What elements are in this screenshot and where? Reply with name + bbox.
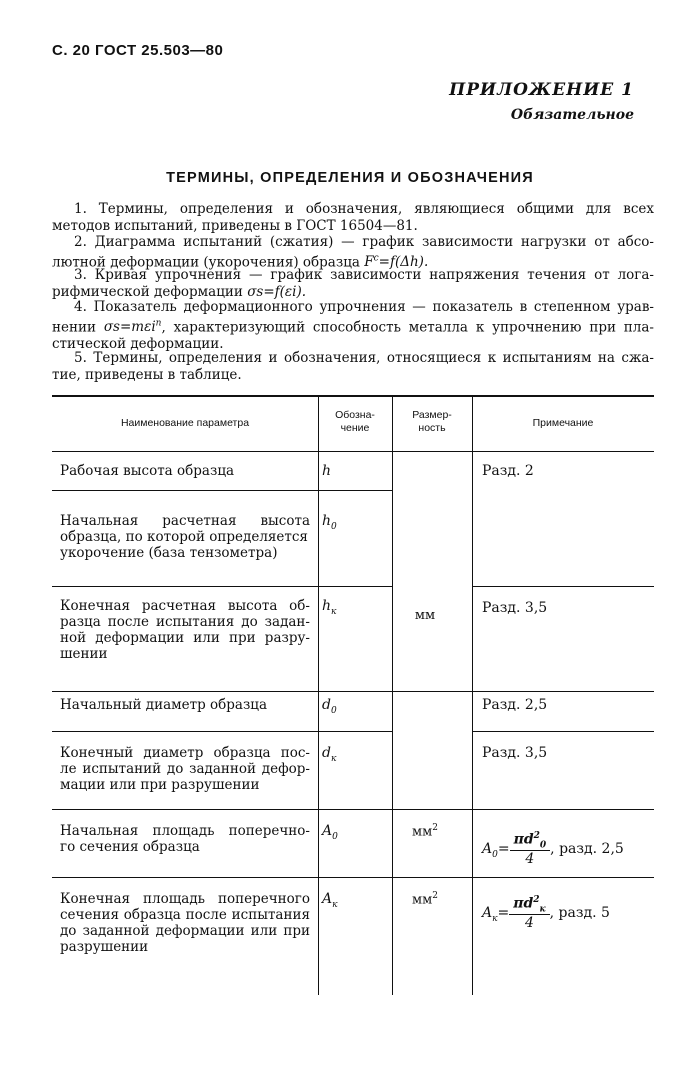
row-4-symbol: [322, 697, 382, 716]
row-6-name-line-1: Начальная площадь поперечно-: [60, 823, 310, 839]
page-header: С. 20 ГОСТ 25.503—80: [52, 42, 224, 59]
col-header-symbol-line-2: чение: [340, 422, 370, 434]
paragraph-2-line-1: 2. Диаграмма испытаний (сжатия) — график зависимости нагрузки от абсо-: [74, 234, 654, 250]
row-7-dimension-base: мм: [412, 892, 433, 908]
table-row-name: [60, 463, 310, 479]
row-5-name-line-3: мации или при разрушении: [60, 777, 260, 793]
row-7-note-formula: $A_к=$ $\frac{\pi d^2_к}{4}$ , разд. 5: [482, 895, 610, 932]
col-header-dimension-line-2: ность: [418, 422, 446, 434]
col-header-name: Наименование параметра: [120, 417, 250, 429]
row-2-symbol-sub: 0: [331, 521, 337, 532]
paragraph-3-line-1: 3. Кривая упрочнения — график зависимости напряжения течения от лога-: [74, 267, 654, 283]
row-6-symbol-base: A: [322, 823, 333, 839]
row-3-name-line-4: шении: [60, 646, 108, 662]
table-row-rule: [52, 586, 392, 587]
row-5-symbol: [322, 745, 382, 764]
paragraph-4-line-3: стической деформации.: [52, 335, 224, 352]
row-6-dimension-sup: 2: [432, 823, 438, 833]
row-6-dimension: [392, 823, 458, 839]
row-3-note: Разд. 3,5: [482, 600, 548, 616]
row-7-dimension-sup: 2: [432, 891, 438, 901]
row-7-formula-lhs: A: [482, 905, 493, 922]
row-6-formula-fraction: [510, 831, 551, 867]
col-header-symbol: [318, 409, 392, 435]
col-header-symbol-line-1: Обозна-: [335, 409, 375, 421]
table-row-rule: [52, 809, 654, 810]
row-6-name-line-2: го сечения образца: [60, 839, 200, 855]
row-6-formula-tail: , разд. 2,5: [550, 841, 624, 858]
table-row-rule-notes: [472, 586, 654, 587]
paragraph-4-text-b: , характеризующий способность металла к упрочнению при пла-: [161, 319, 654, 335]
row-7-dimension: [392, 891, 458, 907]
table-row-name: [60, 745, 310, 793]
formula-f: F: [364, 254, 374, 270]
row-1-symbol: [322, 463, 382, 479]
row-2-symbol-base: h: [322, 513, 332, 529]
row-2-name-line-3: укорочение (база тензометра): [60, 545, 278, 561]
row-2-name-line-1: Начальная расчетная высота: [60, 513, 310, 529]
row-7-formula-tail: , разд. 5: [549, 905, 610, 922]
row-6-formula-num-base: πd: [513, 831, 534, 848]
row-7-formula-num-sup: 2: [533, 895, 540, 905]
table-row-rule: [52, 691, 654, 692]
row-1-symbol-base: h: [322, 463, 332, 479]
section-title: ТЕРМИНЫ, ОПРЕДЕЛЕНИЯ И ОБОЗНАЧЕНИЯ: [166, 170, 534, 186]
row-3-name-line-2: разца после испытания до задан-: [60, 614, 310, 630]
row-6-symbol: [322, 823, 382, 842]
formula-hardening-curve: σs=f(εi).: [247, 283, 307, 300]
row-6-formula-denominator: 4: [525, 851, 535, 868]
row-4-note: Разд. 2,5: [482, 697, 548, 713]
row-5-name-line-1: Конечный диаметр образца пос-: [60, 745, 310, 761]
row-5-name-line-2: ле испытаний до заданной дефор-: [60, 761, 310, 777]
row-7-name-line-4: разрушении: [60, 939, 149, 955]
table-top-rule: [52, 395, 654, 397]
table-col-rule: [472, 395, 473, 995]
col-header-note: Примечание: [532, 417, 594, 429]
row-6-dimension-base: мм: [412, 824, 433, 840]
table-header-rule: [52, 451, 654, 452]
row-5-symbol-base: d: [322, 745, 331, 761]
row-4-symbol-base: d: [322, 697, 331, 713]
row-3-symbol: [322, 598, 382, 617]
paragraph-2-text: лютной деформации (укорочения) образца: [52, 254, 365, 270]
row-7-name-line-3: до заданной деформации или при: [60, 923, 310, 939]
row-6-note-formula: $A_0=$ $\frac{\pi d^2_0}{4}$ , разд. 2,5: [482, 831, 624, 868]
paragraph-4-text-a: нении: [52, 319, 104, 335]
formula-f-sup: c: [373, 253, 379, 264]
table-row-name: [60, 891, 310, 955]
row-6-formula-lhs-sub: 0: [492, 850, 498, 861]
table-row-rule: [52, 877, 654, 878]
row-2-symbol: [322, 513, 382, 532]
row-3-symbol-base: h: [322, 598, 332, 614]
row-1-note: Разд. 2: [482, 463, 534, 479]
row-7-formula-denominator: 4: [524, 915, 534, 932]
paragraph-2: [52, 234, 654, 271]
formula-power-law: [104, 319, 162, 335]
row-2-name-line-2: образца, по которой определяется: [60, 529, 308, 545]
formula-power-law-sup: n: [155, 318, 162, 329]
paragraph-3: [52, 267, 654, 300]
paragraph-1: [52, 201, 654, 234]
row-3-symbol-sub: к: [331, 606, 337, 617]
row-7-name-line-1: Конечная площадь поперечного: [60, 891, 310, 907]
formula-power-law-base: σs=mεi: [103, 319, 156, 335]
row-7-formula-numerator: [509, 895, 549, 915]
table-row-rule: [52, 731, 392, 732]
row-1-name: Рабочая высота образца: [60, 463, 235, 479]
table-row-name: [60, 513, 310, 561]
row-6-symbol-sub: 0: [332, 831, 338, 842]
row-7-symbol-base: A: [322, 891, 333, 907]
paragraph-5-line-1: 5. Термины, определения и обозначения, относящиеся к испытаниям на сжа-: [74, 350, 654, 366]
row-7-formula-num-base: πd: [513, 895, 534, 912]
formula-f-rest: =f(Δh).: [378, 254, 429, 270]
paragraph-4-line-1: 4. Показатель деформационного упрочнения — показатель в степенном урав-: [74, 299, 654, 315]
row-7-name-line-2: сечения образца после испытания: [60, 907, 310, 923]
row-6-formula-num-sub: 0: [539, 840, 547, 851]
paragraph-3-text: рифмической деформации: [52, 283, 248, 300]
row-5-symbol-sub: к: [330, 753, 337, 764]
row-7-formula-lhs-sub: к: [492, 914, 498, 925]
paragraph-4: [52, 299, 654, 352]
col-header-dimension-line-1: Размер-: [412, 409, 452, 421]
table-row-name: [60, 823, 310, 855]
table-row-rule: [472, 731, 654, 732]
appendix-title: ПРИЛОЖЕНИЕ 1: [449, 80, 634, 100]
paragraph-3-line-2: [52, 284, 654, 301]
table-row-name: [60, 697, 310, 713]
row-6-formula-num-sup: 2: [533, 831, 540, 841]
col-header-dimension: [392, 409, 472, 435]
table-row-rule: [52, 490, 392, 491]
row-3-name-line-1: Конечная расчетная высота об-: [60, 598, 310, 614]
row-3-name-line-3: ной деформации или при разру-: [60, 630, 310, 646]
row-7-symbol: [322, 891, 382, 910]
row-4-name: Начальный диаметр образца: [60, 697, 268, 713]
row-7-formula-num-sub: к: [539, 904, 546, 915]
row-7-formula-fraction: [509, 895, 549, 931]
row-5-note: Разд. 3,5: [482, 745, 548, 761]
row-7-symbol-sub: к: [332, 899, 338, 910]
table-row-name: [60, 598, 310, 662]
paragraph-5-line-2: тие, приведены в таблице.: [52, 366, 242, 383]
row-6-formula-numerator: [510, 831, 551, 851]
row-4-symbol-sub: 0: [330, 705, 337, 716]
row-3-dimension: мм: [414, 608, 436, 623]
table-col-rule: [318, 395, 319, 995]
row-6-formula-lhs: A: [482, 841, 493, 858]
paragraph-1-line-1: 1. Термины, определения и обозначения, являющиеся общими для всех: [74, 201, 654, 217]
appendix-status: Обязательное: [510, 107, 634, 123]
paragraph-4-line-2: [52, 316, 654, 336]
paragraph-5: [52, 350, 654, 383]
paragraph-1-line-2: методов испытаний, приведены в ГОСТ 16504—81.: [52, 217, 418, 234]
